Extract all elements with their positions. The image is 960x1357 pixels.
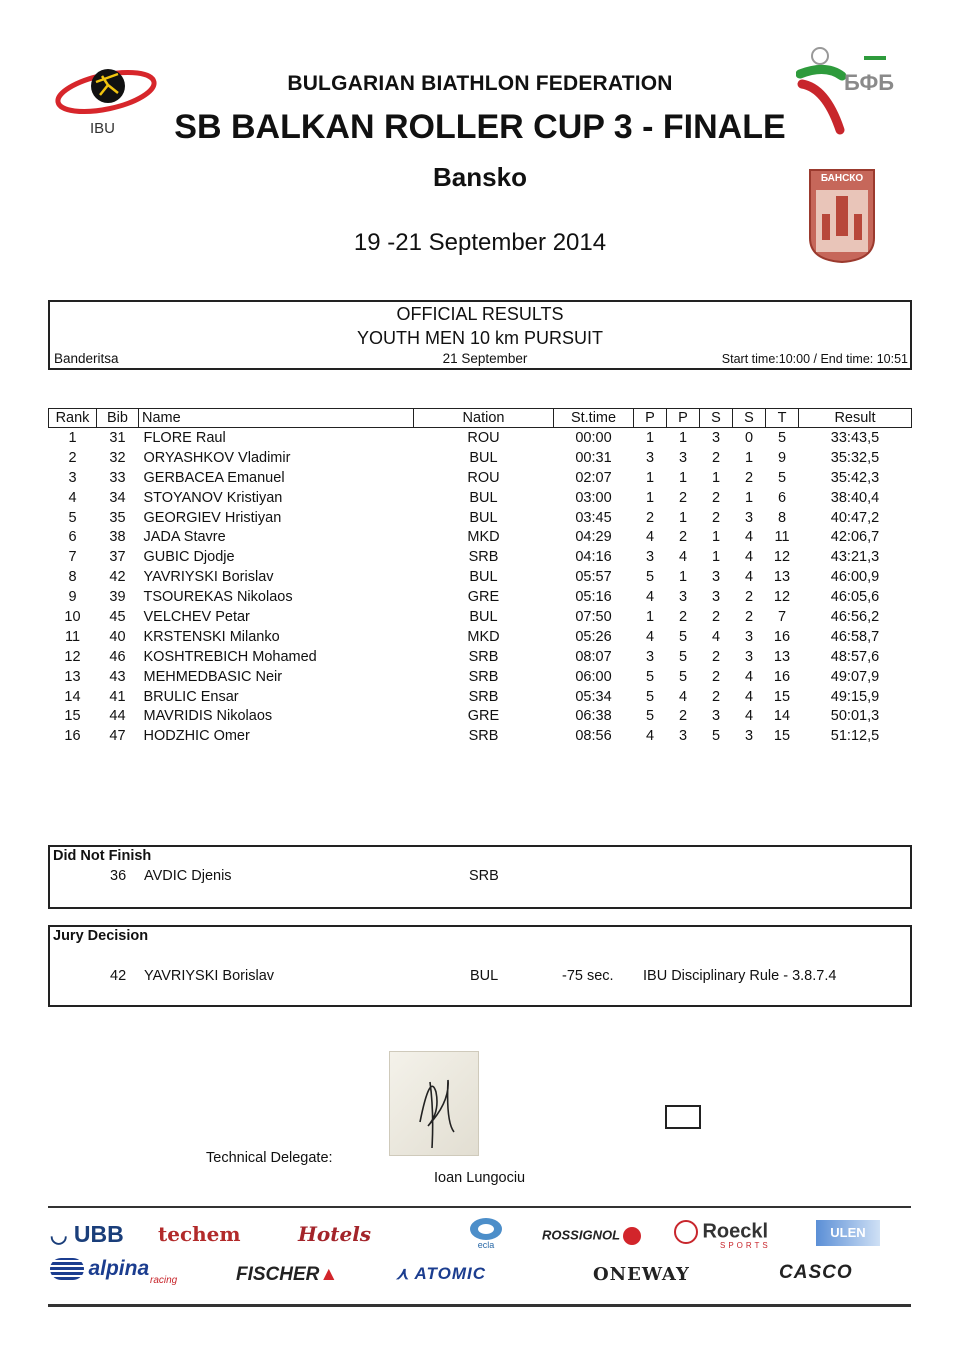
cell-total-penalties: 13 bbox=[773, 569, 791, 586]
cell-prone-1: 5 bbox=[645, 688, 655, 705]
cell-rank: 4 bbox=[68, 489, 77, 506]
table-row bbox=[49, 667, 912, 687]
cell-nation: SRB bbox=[468, 549, 499, 566]
cell-name: GUBIC Djodje bbox=[143, 549, 235, 566]
jury-nation: BUL bbox=[470, 968, 499, 984]
cell-standing-2: 4 bbox=[744, 529, 754, 546]
cell-name: KRSTENSKI Milanko bbox=[143, 628, 280, 645]
cell-rank: 12 bbox=[64, 648, 81, 665]
cell-prone-1: 2 bbox=[645, 509, 655, 526]
cell-start-time: 04:29 bbox=[575, 529, 612, 546]
cell-bib: 42 bbox=[109, 569, 126, 586]
cell-start-time: 05:34 bbox=[575, 688, 612, 705]
technical-delegate-name: Ioan Lungociu bbox=[434, 1170, 526, 1186]
cell-total-penalties: 5 bbox=[777, 469, 787, 486]
cell-standing-1: 2 bbox=[711, 688, 721, 705]
cell-name: MAVRIDIS Nikolaos bbox=[143, 708, 273, 725]
cell-rank: 13 bbox=[64, 668, 81, 685]
federation-name: BULGARIAN BIATHLON FEDERATION bbox=[287, 72, 673, 95]
cell-rank: 3 bbox=[68, 469, 77, 486]
cell-nation: GRE bbox=[467, 708, 500, 725]
competition-times: Start time:10:00 / End time: 10:51 bbox=[721, 352, 908, 366]
cell-prone-2: 1 bbox=[678, 569, 688, 586]
cell-total-penalties: 7 bbox=[777, 608, 787, 625]
jury-decision-section bbox=[48, 925, 912, 1007]
cell-name: ORYASHKOV Vladimir bbox=[143, 449, 291, 466]
cell-prone-1: 4 bbox=[645, 728, 655, 745]
table-row bbox=[49, 587, 912, 607]
event-dates: 19 -21 September 2014 bbox=[353, 229, 607, 256]
table-row bbox=[49, 706, 912, 726]
cell-name: GEORGIEV Hristiyan bbox=[143, 509, 282, 526]
cell-result: 49:07,9 bbox=[830, 668, 880, 685]
dnf-name: AVDIC Djenis bbox=[144, 868, 232, 884]
results-table bbox=[48, 408, 912, 746]
cell-name: VELCHEV Petar bbox=[143, 608, 250, 625]
col-start-time: St.time bbox=[554, 409, 634, 428]
sponsor-hotels: Hotels bbox=[298, 1222, 372, 1246]
sponsor-ubb: ◡ UBB bbox=[50, 1221, 124, 1247]
cell-prone-2: 3 bbox=[678, 589, 688, 606]
cell-name: JADA Stavre bbox=[143, 529, 226, 546]
table-row bbox=[49, 567, 912, 587]
cell-name: BRULIC Ensar bbox=[143, 688, 239, 705]
cell-name: KOSHTREBICH Mohamed bbox=[143, 648, 317, 665]
competition-date: 21 September bbox=[442, 351, 528, 366]
atomic-icon: ⋏ bbox=[396, 1264, 410, 1283]
sponsor-ecla-label: ecla bbox=[477, 1240, 495, 1250]
table-row bbox=[49, 488, 912, 508]
cell-prone-2: 1 bbox=[678, 429, 688, 446]
sponsor-oneway: ONEWAY bbox=[593, 1264, 690, 1285]
cell-standing-1: 2 bbox=[711, 509, 721, 526]
cell-standing-2: 3 bbox=[744, 509, 754, 526]
sponsor-fischer: FISCHER▲ bbox=[236, 1264, 339, 1285]
cell-result: 46:00,9 bbox=[830, 569, 880, 586]
jury-bib: 42 bbox=[110, 968, 127, 984]
cell-result: 49:15,9 bbox=[830, 688, 880, 705]
alpina-icon bbox=[50, 1258, 84, 1280]
rossignol-icon bbox=[623, 1227, 641, 1245]
cell-prone-1: 1 bbox=[645, 429, 655, 446]
cell-rank: 16 bbox=[64, 728, 81, 745]
cell-bib: 32 bbox=[109, 449, 126, 466]
cell-start-time: 00:00 bbox=[575, 429, 612, 446]
official-results-title: OFFICIAL RESULTS bbox=[396, 304, 564, 324]
cell-standing-2: 1 bbox=[744, 489, 754, 506]
cell-standing-2: 3 bbox=[744, 728, 754, 745]
signature-image bbox=[389, 1051, 479, 1156]
cell-bib: 46 bbox=[109, 648, 126, 665]
cell-standing-2: 2 bbox=[744, 469, 754, 486]
cell-nation: ROU bbox=[467, 429, 500, 446]
jury-name: YAVRIYSKI Borislav bbox=[144, 968, 275, 984]
cell-standing-2: 4 bbox=[744, 668, 754, 685]
cell-nation: ROU bbox=[467, 469, 500, 486]
cell-start-time: 00:31 bbox=[575, 449, 612, 466]
cell-name: MEHMEDBASIC Neir bbox=[143, 668, 283, 685]
col-total-penalties: T bbox=[766, 409, 799, 428]
cell-bib: 38 bbox=[109, 529, 126, 546]
sponsor-ulen: ULEN bbox=[816, 1220, 880, 1246]
cell-result: 33:43,5 bbox=[830, 429, 880, 446]
cell-bib: 43 bbox=[109, 668, 126, 685]
cell-standing-1: 2 bbox=[711, 648, 721, 665]
cell-total-penalties: 13 bbox=[773, 648, 791, 665]
sponsor-casco: CASCO bbox=[779, 1262, 853, 1283]
cell-total-penalties: 16 bbox=[773, 628, 791, 645]
cell-bib: 37 bbox=[109, 549, 126, 566]
table-row bbox=[49, 527, 912, 547]
cell-total-penalties: 8 bbox=[777, 509, 787, 526]
cell-prone-2: 2 bbox=[678, 529, 688, 546]
cell-start-time: 05:16 bbox=[575, 589, 612, 606]
cell-standing-2: 4 bbox=[744, 708, 754, 725]
cell-start-time: 03:45 bbox=[575, 509, 612, 526]
sponsor-bottom-rule bbox=[48, 1304, 911, 1307]
cell-nation: SRB bbox=[468, 728, 499, 745]
table-row bbox=[49, 547, 912, 567]
cell-prone-1: 3 bbox=[645, 648, 655, 665]
cell-nation: BUL bbox=[469, 509, 498, 526]
cell-total-penalties: 5 bbox=[777, 429, 787, 446]
cell-result: 35:42,3 bbox=[830, 469, 880, 486]
competition-name: YOUTH MEN 10 km PURSUIT bbox=[356, 328, 604, 348]
cell-result: 42:06,7 bbox=[830, 529, 880, 546]
cell-result: 43:21,3 bbox=[830, 549, 880, 566]
cell-result: 48:57,6 bbox=[830, 648, 880, 665]
sponsor-roeckl: Roeckl SPORTS bbox=[674, 1220, 771, 1250]
cell-total-penalties: 16 bbox=[773, 668, 791, 685]
dnf-bib: 36 bbox=[110, 868, 127, 884]
cell-prone-2: 1 bbox=[678, 469, 688, 486]
competition-location: Banderitsa bbox=[54, 351, 119, 366]
col-standing-1: S bbox=[700, 409, 733, 428]
cell-standing-2: 1 bbox=[744, 449, 754, 466]
cell-prone-1: 5 bbox=[645, 668, 655, 685]
cell-bib: 47 bbox=[109, 728, 126, 745]
alpina-sub: racing bbox=[150, 1275, 178, 1286]
cell-prone-1: 3 bbox=[645, 449, 655, 466]
cell-standing-2: 3 bbox=[744, 648, 754, 665]
cell-name: STOYANOV Kristiyan bbox=[143, 489, 283, 506]
cell-prone-2: 3 bbox=[678, 449, 688, 466]
col-nation: Nation bbox=[414, 409, 554, 428]
cell-rank: 6 bbox=[68, 529, 77, 546]
table-row bbox=[49, 687, 912, 707]
cell-rank: 5 bbox=[68, 509, 77, 526]
cell-prone-2: 5 bbox=[678, 668, 688, 685]
cell-rank: 11 bbox=[64, 628, 81, 645]
cell-nation: SRB bbox=[468, 688, 499, 705]
cell-total-penalties: 14 bbox=[773, 708, 791, 725]
cell-result: 46:58,7 bbox=[830, 628, 880, 645]
cell-prone-2: 2 bbox=[678, 708, 688, 725]
cell-prone-1: 1 bbox=[645, 489, 655, 506]
cell-start-time: 06:00 bbox=[575, 668, 612, 685]
table-row bbox=[49, 428, 912, 448]
cell-standing-2: 2 bbox=[744, 589, 754, 606]
cell-prone-2: 2 bbox=[678, 608, 688, 625]
bansko-crest-label: БАНСКО bbox=[820, 173, 864, 184]
cell-total-penalties: 15 bbox=[773, 688, 791, 705]
cell-standing-2: 4 bbox=[744, 688, 754, 705]
cell-result: 46:05,6 bbox=[830, 589, 880, 606]
cell-rank: 8 bbox=[68, 569, 77, 586]
did-not-finish-section bbox=[48, 845, 912, 909]
jury-rule: IBU Disciplinary Rule - 3.8.7.4 bbox=[643, 968, 837, 984]
cell-standing-1: 3 bbox=[711, 569, 721, 586]
cell-start-time: 08:56 bbox=[575, 728, 612, 745]
cell-result: 51:12,5 bbox=[830, 728, 880, 745]
cell-standing-1: 3 bbox=[711, 708, 721, 725]
cell-start-time: 05:57 bbox=[575, 569, 612, 586]
cell-total-penalties: 15 bbox=[773, 728, 791, 745]
cell-nation: BUL bbox=[469, 569, 498, 586]
cell-standing-1: 2 bbox=[711, 449, 721, 466]
cell-rank: 14 bbox=[64, 688, 81, 705]
cell-start-time: 05:26 bbox=[575, 628, 612, 645]
cell-standing-1: 1 bbox=[711, 469, 721, 486]
cell-rank: 2 bbox=[68, 449, 77, 466]
cell-prone-1: 4 bbox=[645, 589, 655, 606]
cell-rank: 10 bbox=[64, 608, 81, 625]
dnf-nation: SRB bbox=[469, 868, 499, 884]
cell-bib: 31 bbox=[109, 429, 126, 446]
cell-nation: SRB bbox=[468, 668, 499, 685]
cell-standing-1: 5 bbox=[711, 728, 721, 745]
cell-result: 35:32,5 bbox=[830, 449, 880, 466]
cell-prone-2: 4 bbox=[678, 688, 688, 705]
cell-bib: 33 bbox=[109, 469, 126, 486]
cell-rank: 7 bbox=[68, 549, 77, 566]
cell-bib: 39 bbox=[109, 589, 126, 606]
table-row bbox=[49, 468, 912, 488]
results-header-row bbox=[49, 409, 912, 428]
cell-result: 38:40,4 bbox=[830, 489, 880, 506]
cell-bib: 44 bbox=[109, 708, 126, 725]
cell-nation: MKD bbox=[467, 529, 500, 546]
cell-standing-2: 0 bbox=[744, 429, 754, 446]
cell-nation: BUL bbox=[469, 608, 498, 625]
sponsor-alpina: alpina racing bbox=[50, 1257, 149, 1281]
cell-bib: 41 bbox=[109, 688, 126, 705]
official-results-header bbox=[48, 300, 912, 370]
cell-standing-2: 2 bbox=[744, 608, 754, 625]
cell-prone-2: 2 bbox=[678, 489, 688, 506]
technical-delegate-label: Technical Delegate: bbox=[206, 1150, 333, 1166]
sponsor-rossignol: ROSSIGNOL bbox=[542, 1227, 641, 1245]
jury-penalty: -75 sec. bbox=[562, 968, 614, 984]
cell-total-penalties: 12 bbox=[773, 549, 791, 566]
sponsor-techem: techem bbox=[158, 1222, 241, 1246]
sponsor-ecla bbox=[462, 1216, 510, 1252]
cell-name: GERBACEA Emanuel bbox=[143, 469, 285, 486]
cell-prone-1: 1 bbox=[645, 469, 655, 486]
cell-nation: BUL bbox=[469, 489, 498, 506]
cell-standing-2: 4 bbox=[744, 549, 754, 566]
cell-bib: 34 bbox=[109, 489, 126, 506]
cell-nation: SRB bbox=[468, 648, 499, 665]
sponsor-atomic: ⋏ ATOMIC bbox=[396, 1264, 487, 1283]
cell-start-time: 08:07 bbox=[575, 648, 612, 665]
cell-start-time: 03:00 bbox=[575, 489, 612, 506]
table-row bbox=[49, 726, 912, 746]
cell-prone-1: 4 bbox=[645, 628, 655, 645]
cell-prone-1: 5 bbox=[645, 708, 655, 725]
cell-standing-1: 3 bbox=[711, 589, 721, 606]
cell-start-time: 02:07 bbox=[575, 469, 612, 486]
event-title: SB BALKAN ROLLER CUP 3 - FINALE bbox=[174, 108, 786, 146]
cell-result: 50:01,3 bbox=[830, 708, 880, 725]
cell-result: 46:56,2 bbox=[830, 608, 880, 625]
cell-standing-1: 2 bbox=[711, 668, 721, 685]
fischer-icon: ▲ bbox=[319, 1264, 339, 1285]
dnf-heading: Did Not Finish bbox=[53, 848, 152, 864]
cell-bib: 45 bbox=[109, 608, 126, 625]
event-venue: Bansko bbox=[433, 162, 527, 192]
col-prone-1: P bbox=[634, 409, 667, 428]
cell-nation: MKD bbox=[467, 628, 500, 645]
cell-prone-2: 4 bbox=[678, 549, 688, 566]
cell-rank: 9 bbox=[68, 589, 77, 606]
cell-standing-1: 2 bbox=[711, 608, 721, 625]
cell-standing-1: 2 bbox=[711, 489, 721, 506]
cell-name: HODZHIC Omer bbox=[143, 728, 250, 745]
cell-nation: BUL bbox=[469, 449, 498, 466]
cell-rank: 1 bbox=[68, 429, 77, 446]
cell-bib: 40 bbox=[109, 628, 126, 645]
col-result: Result bbox=[799, 409, 912, 428]
ubb-shield-icon: ◡ bbox=[50, 1225, 68, 1247]
cell-prone-1: 5 bbox=[645, 569, 655, 586]
table-row bbox=[49, 647, 912, 667]
cell-bib: 35 bbox=[109, 509, 126, 526]
cell-prone-2: 3 bbox=[678, 728, 688, 745]
cell-standing-1: 1 bbox=[711, 529, 721, 546]
roeckl-icon bbox=[674, 1220, 698, 1244]
cell-standing-2: 4 bbox=[744, 569, 754, 586]
bbf-logo-label: БФБ bbox=[844, 70, 895, 95]
ibu-logo-label: IBU bbox=[90, 120, 116, 137]
cell-prone-2: 5 bbox=[678, 648, 688, 665]
cell-start-time: 07:50 bbox=[575, 608, 612, 625]
sponsor-top-rule bbox=[48, 1206, 911, 1208]
cell-nation: GRE bbox=[467, 589, 500, 606]
roeckl-sub: SPORTS bbox=[720, 1241, 771, 1250]
cell-start-time: 06:38 bbox=[575, 708, 612, 725]
cell-total-penalties: 12 bbox=[773, 589, 791, 606]
table-row bbox=[49, 508, 912, 528]
cell-total-penalties: 6 bbox=[777, 489, 787, 506]
cell-prone-1: 3 bbox=[645, 549, 655, 566]
cell-name: YAVRIYSKI Borislav bbox=[143, 569, 274, 586]
cell-total-penalties: 9 bbox=[777, 449, 787, 466]
cell-name: TSOUREKAS Nikolaos bbox=[143, 589, 293, 606]
empty-box bbox=[665, 1105, 701, 1129]
table-row bbox=[49, 607, 912, 627]
col-bib: Bib bbox=[97, 409, 139, 428]
cell-standing-1: 3 bbox=[711, 429, 721, 446]
cell-rank: 15 bbox=[64, 708, 81, 725]
cell-prone-2: 1 bbox=[678, 509, 688, 526]
col-prone-2: P bbox=[667, 409, 700, 428]
cell-prone-1: 1 bbox=[645, 608, 655, 625]
jury-heading: Jury Decision bbox=[53, 928, 149, 944]
cell-name: FLORE Raul bbox=[143, 429, 226, 446]
bbf-logo bbox=[796, 46, 896, 136]
table-row bbox=[49, 448, 912, 468]
cell-standing-1: 1 bbox=[711, 549, 721, 566]
cell-standing-1: 4 bbox=[711, 628, 721, 645]
cell-result: 40:47,2 bbox=[830, 509, 880, 526]
cell-total-penalties: 11 bbox=[774, 529, 790, 546]
cell-start-time: 04:16 bbox=[575, 549, 612, 566]
table-row bbox=[49, 627, 912, 647]
col-standing-2: S bbox=[733, 409, 766, 428]
cell-prone-2: 5 bbox=[678, 628, 688, 645]
cell-standing-2: 3 bbox=[744, 628, 754, 645]
cell-prone-1: 4 bbox=[645, 529, 655, 546]
bansko-crest bbox=[808, 168, 876, 264]
col-rank: Rank bbox=[49, 409, 97, 428]
col-name: Name bbox=[139, 409, 414, 428]
